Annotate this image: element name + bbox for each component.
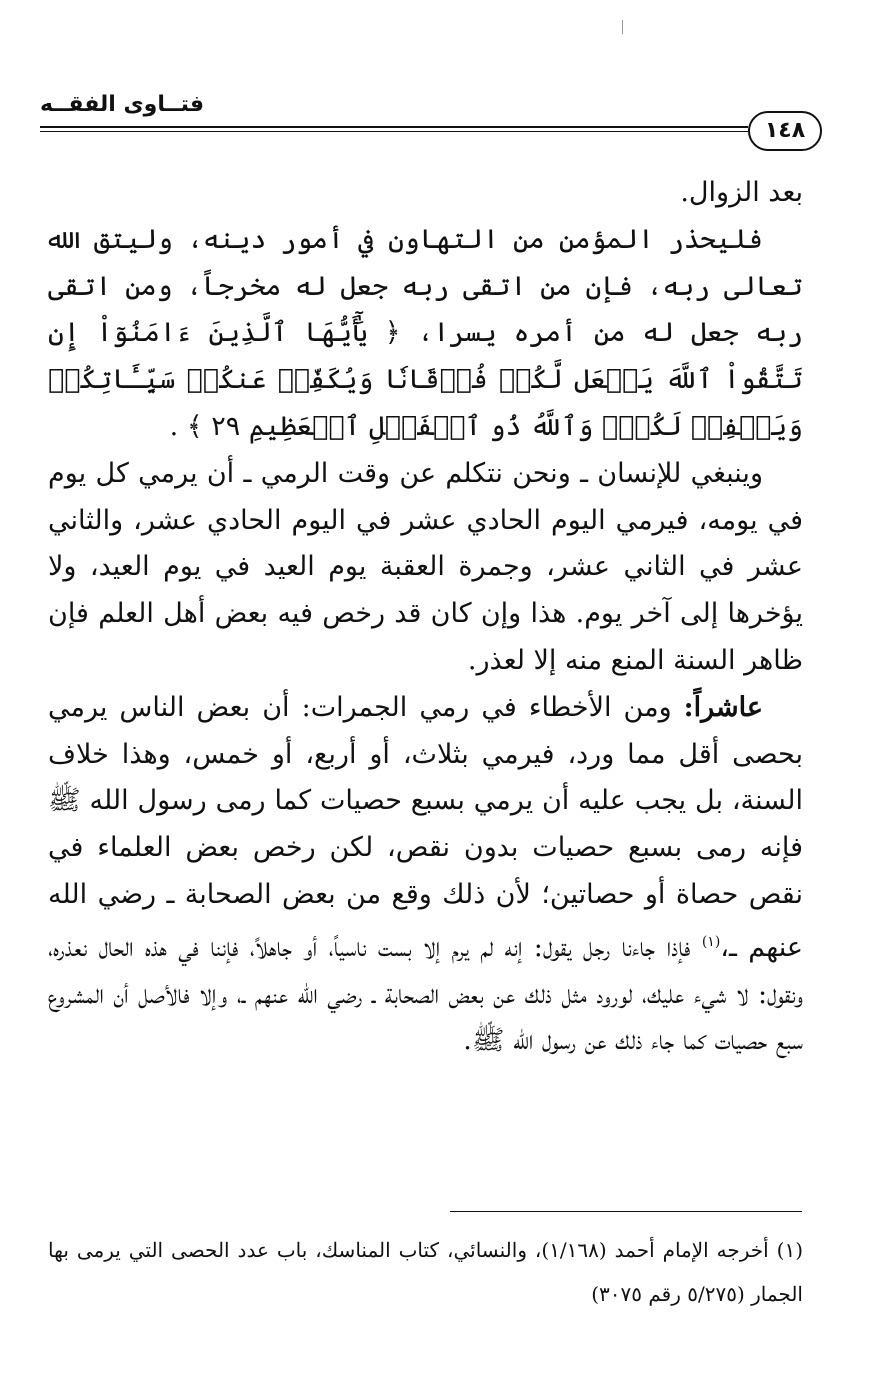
- paragraph-4-lead: عاشراً:: [683, 691, 763, 723]
- footnote-rule: [450, 1211, 802, 1212]
- quran-verse-end: .: [169, 410, 179, 442]
- paragraph-2: [48, 217, 803, 451]
- quran-verse: ﴿ يَٰٓأَيُّهَا ٱلَّذِينَ ءَامَنُوٓاْ إِن تَتَّقُواْ ٱللَّهَ يَجۡعَل لَّكُمۡ فُرۡقَانٗا وَيُكَفِّرۡ عَنكُمۡ سَيِّـَٔاتِكُمۡ وَيَغۡفِرۡ لَكُمۡۗ وَٱللَّهُ ذُو ٱلۡفَضۡلِ ٱلۡعَظِيمِ ٢٩ ﴾: [48, 317, 803, 442]
- body-text: [48, 170, 803, 1065]
- paragraph-4-text: ومن الأخطاء في رمي الجمرات: أن بعض الناس يرمي بحصى أقل مما ورد، فيرمي بثلاث، أو أربع، أو خمس، وهذا خلاف السنة، بل يجب عليه أن يرمي بسبع حصيات كما رمى رسول الله ﷺ فإنه رمى بسبع حصيات بدون نقص، لكن رخص بعض العلماء في نقص حصاة أو حصاتين؛ لأن ذلك وقع من بعض الصحابة ـ رضي الله عنهم ـ،: [48, 691, 803, 963]
- paragraph-1: بعد الزوال.: [680, 177, 803, 208]
- footnote-text: (١) أخرجه الإمام أحمد (١/١٦٨)، والنسائي، كتاب المناسك، باب عدد الحصى التي يرمى بها الجمار (٥/٢٧٥ رقم ٣٠٧٥): [48, 1238, 803, 1306]
- paragraph-2-text: فليحذر المؤمن من التهاون في أمور دينه، وليتق الله تعالى ربه، فإن من اتقى ربه جعل له مخرجاً، ومن اتقى ربه جعل له من أمره يسرا،: [48, 223, 803, 349]
- header-rule: [40, 126, 748, 132]
- footnote-reference: (١): [701, 933, 721, 950]
- paragraph-4: [48, 685, 803, 1065]
- running-title: فتــاوى الفقــه: [40, 92, 205, 117]
- page-number: ١٤٨: [748, 111, 822, 151]
- footnote: [48, 1228, 803, 1316]
- paragraph-3: وينبغي للإنسان ـ ونحن نتكلم عن وقت الرمي ـ أن يرمي كل يوم في يومه، فيرمي اليوم الحادي عشر في اليوم الحادي عشر، والثاني عشر في الثاني عشر، وجمرة العقبة يوم العيد في يوم العيد، ولا يؤخرها إلى آخر يوم. هذا وإن كان قد رخص فيه بعض أهل العلم فإن ظاهر السنة المنع منه إلا لعذر.: [48, 457, 803, 676]
- paragraph-4-continuation: فإذا جاءنا رجل يقول: إنه لم يرم إلا بست ناسياً، أو جاهلاً، فإننا في هذه الحال نعذره، ونقول: لا شيء عليك، لورود مثل ذلك عن بعض الصحابة ـ رضي الله عنهم ـ، وإلا فالأصل أن المشروع سبع حصيات كما جاء ذلك عن رسول الله ﷺ.: [48, 931, 803, 1057]
- scan-tick-mark: [622, 20, 623, 34]
